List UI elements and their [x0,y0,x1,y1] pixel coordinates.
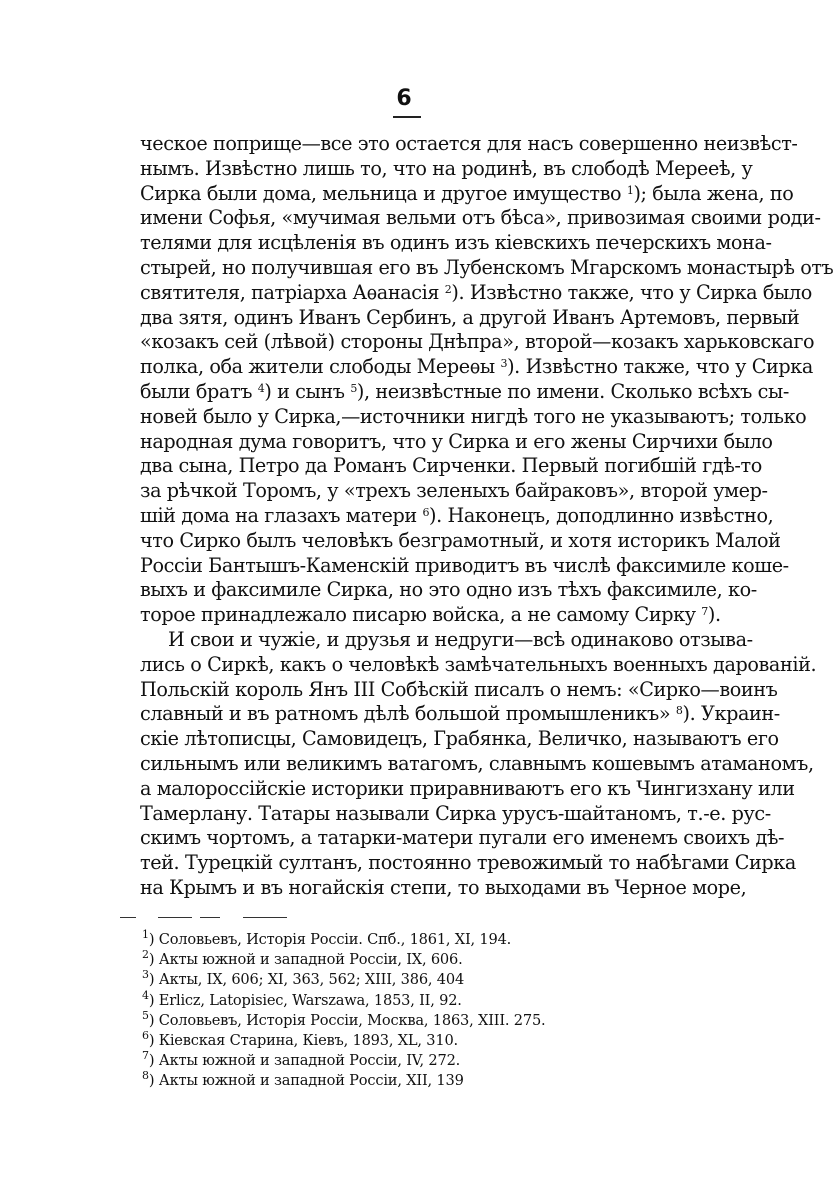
line-text: святителя, патріарха Аѳанасія [140,280,445,304]
line-text: ); была жена, по [633,181,794,205]
line-text: ). Извѣстно также, что у Сирка [507,355,813,379]
text-line [140,355,813,380]
line-text: скимъ чортомъ, а татарки-матери пугали его именемъ своихъ дѣ- [140,826,785,850]
line-text: Россіи Бантышъ-Каменскій приводитъ въ числѣ факсимиле коше- [140,553,789,577]
footnote-mark: 5 [142,1008,149,1022]
text-line [140,454,762,479]
footnote-rule [158,917,192,918]
footnote-mark: 8 [142,1069,149,1083]
page-number: 6 [396,86,412,111]
footnote [142,1008,582,1031]
footnote [142,1028,582,1051]
line-text: лись о Сиркѣ, какъ о человѣкѣ замѣчательныхъ военныхъ дарованій. [140,652,817,676]
text-line [140,851,796,876]
footnote-text: ) Акты южной и западной Россіи, IV, 272. [148,1052,461,1070]
line-text: ческое поприще—все это остается для насъ совершенно неизвѣст- [140,132,798,155]
line-text: что Сирко былъ человѣкъ безграмотный, и хотя историкъ Малой [140,528,781,552]
footnote-text: ) Акты южной и западной Россіи, IX, 606. [148,951,463,969]
text-line [140,801,771,827]
line-text: а малороссійскіе историки приравниваютъ его къ Чингизхану или [140,776,795,800]
text-line [140,826,785,851]
text-line [140,206,821,231]
line-text: на Крымъ и въ ногайскія степи, то выходами въ Черное море, [140,875,747,899]
text-line [140,727,779,752]
line-text: телями для исцѣленія въ одинъ изъ кіевскихъ печерскихъ мона- [140,231,772,255]
text-line [140,627,753,653]
footnote-rule [200,917,220,918]
line-text: имени Софья, «мучимая вельми отъ бѣса», привозимая своими роди- [140,206,821,230]
line-text: нымъ. Извѣстно лишь то, что на родинѣ, въ слободѣ Мерееѣ, у [140,156,753,180]
footnote-ref: 3 [500,357,508,371]
text-line [140,280,812,306]
line-text: ), неизвѣстные по имени. Сколько всѣхъ сы- [356,379,789,403]
line-text: полка, оба жители слободы Мереѳы [140,355,501,379]
text-line [140,776,795,802]
line-text: ). [707,603,721,627]
line-text: Тамерлану. Татары называли Сирка урусъ-шайтаномъ, т.-е. рус- [140,801,771,825]
line-text: тей. Турецкій султанъ, постоянно тревожимый то набѣгами Сирка [140,851,796,875]
footnote-text: ) Акты южной и западной Россіи, XII, 139 [148,1072,464,1090]
footnote-text: ) Акты, IX, 606; XI, 363, 562; XIII, 386, 404 [148,971,465,989]
footnote [142,1051,582,1071]
text-line [140,231,772,256]
line-text: народная дума говоритъ, что у Сирка и его жены Сирчихи было [140,429,773,453]
footnote-rule [120,917,136,918]
line-text: Польскій король Янъ III Собѣскій писалъ о немъ: «Сирко—воинъ [140,677,778,701]
footnote [142,970,582,990]
footnote-text: ) Соловьевъ, Исторія Россіи, Москва, 1863, XIII. 275. [148,1011,546,1029]
line-text: ). Извѣстно также, что у Сирка было [451,280,812,304]
text-line [140,677,778,703]
text-line [140,305,800,331]
footnote [142,950,582,970]
line-text: новей было у Сирка,—источники нигдѣ того не указываютъ; только [140,404,807,428]
footnote-ref: 8 [675,704,683,718]
footnotes [142,930,582,1092]
line-text: торое принадлежало писарю войска, а не самому Сирку [140,603,702,627]
text-line [140,528,781,554]
footnote [142,1071,582,1091]
footnote-ref: 5 [350,381,357,395]
footnote-mark: 6 [142,1028,149,1042]
text-line [140,156,753,182]
footnote-ref: 7 [701,605,708,619]
line-text: ). Наконецъ, доподлинно извѣстно, [429,503,774,527]
footnote-mark: 2 [142,948,149,962]
footnote-ref: 4 [257,381,265,395]
footnote [142,988,582,1011]
line-text: выхъ и факсимиле Сирка, но это одно изъ тѣхъ факсимиле, ко- [140,578,757,602]
text-line [140,702,780,727]
line-text: славный и въ ратномъ дѣлѣ большой промышленикъ» [140,702,676,726]
text-line [140,553,789,579]
footnote-mark: 1 [142,928,149,941]
text-line [140,330,815,355]
text-line [140,404,807,430]
text-line [140,132,798,157]
text-line [140,603,721,628]
footnote [142,930,582,950]
text-line [140,379,789,405]
footnote-text: ) Кіевская Старина, Кіевъ, 1893, XL, 310. [148,1031,458,1049]
footnote-text: ) Erlicz, Latopisiec, Warszawa, 1853, II, 92. [148,991,462,1009]
line-text: сильнымъ или великимъ ватагомъ, славнымъ кошевымъ атаманомъ, [140,751,814,775]
text-line [140,503,774,529]
footnote-mark: 7 [142,1049,149,1063]
line-text: ). Украин- [682,702,780,726]
footnote-mark: 4 [142,988,149,1002]
text-line [140,255,834,281]
footnote-rule [243,917,287,918]
text-line [140,578,757,603]
line-text: Сирка были дома, мельница и другое имущество [140,181,627,205]
line-text: два зятя, одинъ Иванъ Сербинъ, а другой Иванъ Артемовъ, первый [140,305,800,329]
footnote-mark: 3 [142,968,149,982]
text-line [140,479,768,504]
text-line [140,751,814,777]
footnote-ref: 6 [422,505,430,519]
line-text: были братъ [140,379,258,403]
line-text: два сына, Петро да Романъ Сирченки. Первый погибшій гдѣ-то [140,454,762,478]
line-text: шій дома на глазахъ матери [140,503,423,527]
text-line [140,429,773,455]
footnote-text: ) Соловьевъ, Исторія Россіи. Спб., 1861, XI, 194. [148,931,512,948]
text-line [140,181,794,207]
text-line [140,875,747,901]
footnote-ref: 2 [444,282,452,296]
footnote-ref: 1 [626,183,634,197]
line-text: ) и сынъ [264,379,351,403]
line-text: «козакъ сей (лѣвой) стороны Днѣпра», второй—козакъ харьковскаго [140,330,815,354]
line-text: скіе лѣтописцы, Самовидецъ, Грабянка, Величко, называютъ его [140,727,779,751]
line-text: стырей, но получившая его въ Лубенскомъ Мгарскомъ монастырѣ отъ [140,255,834,279]
line-text: И свои и чужіе, и друзья и недруги—всѣ одинаково отзыва- [168,627,753,651]
line-text: за рѣчкой Торомъ, у «трехъ зеленыхъ байраковъ», второй умер- [140,479,768,503]
text-line [140,652,817,678]
page-number-underline [393,116,421,118]
body-text [140,132,834,901]
